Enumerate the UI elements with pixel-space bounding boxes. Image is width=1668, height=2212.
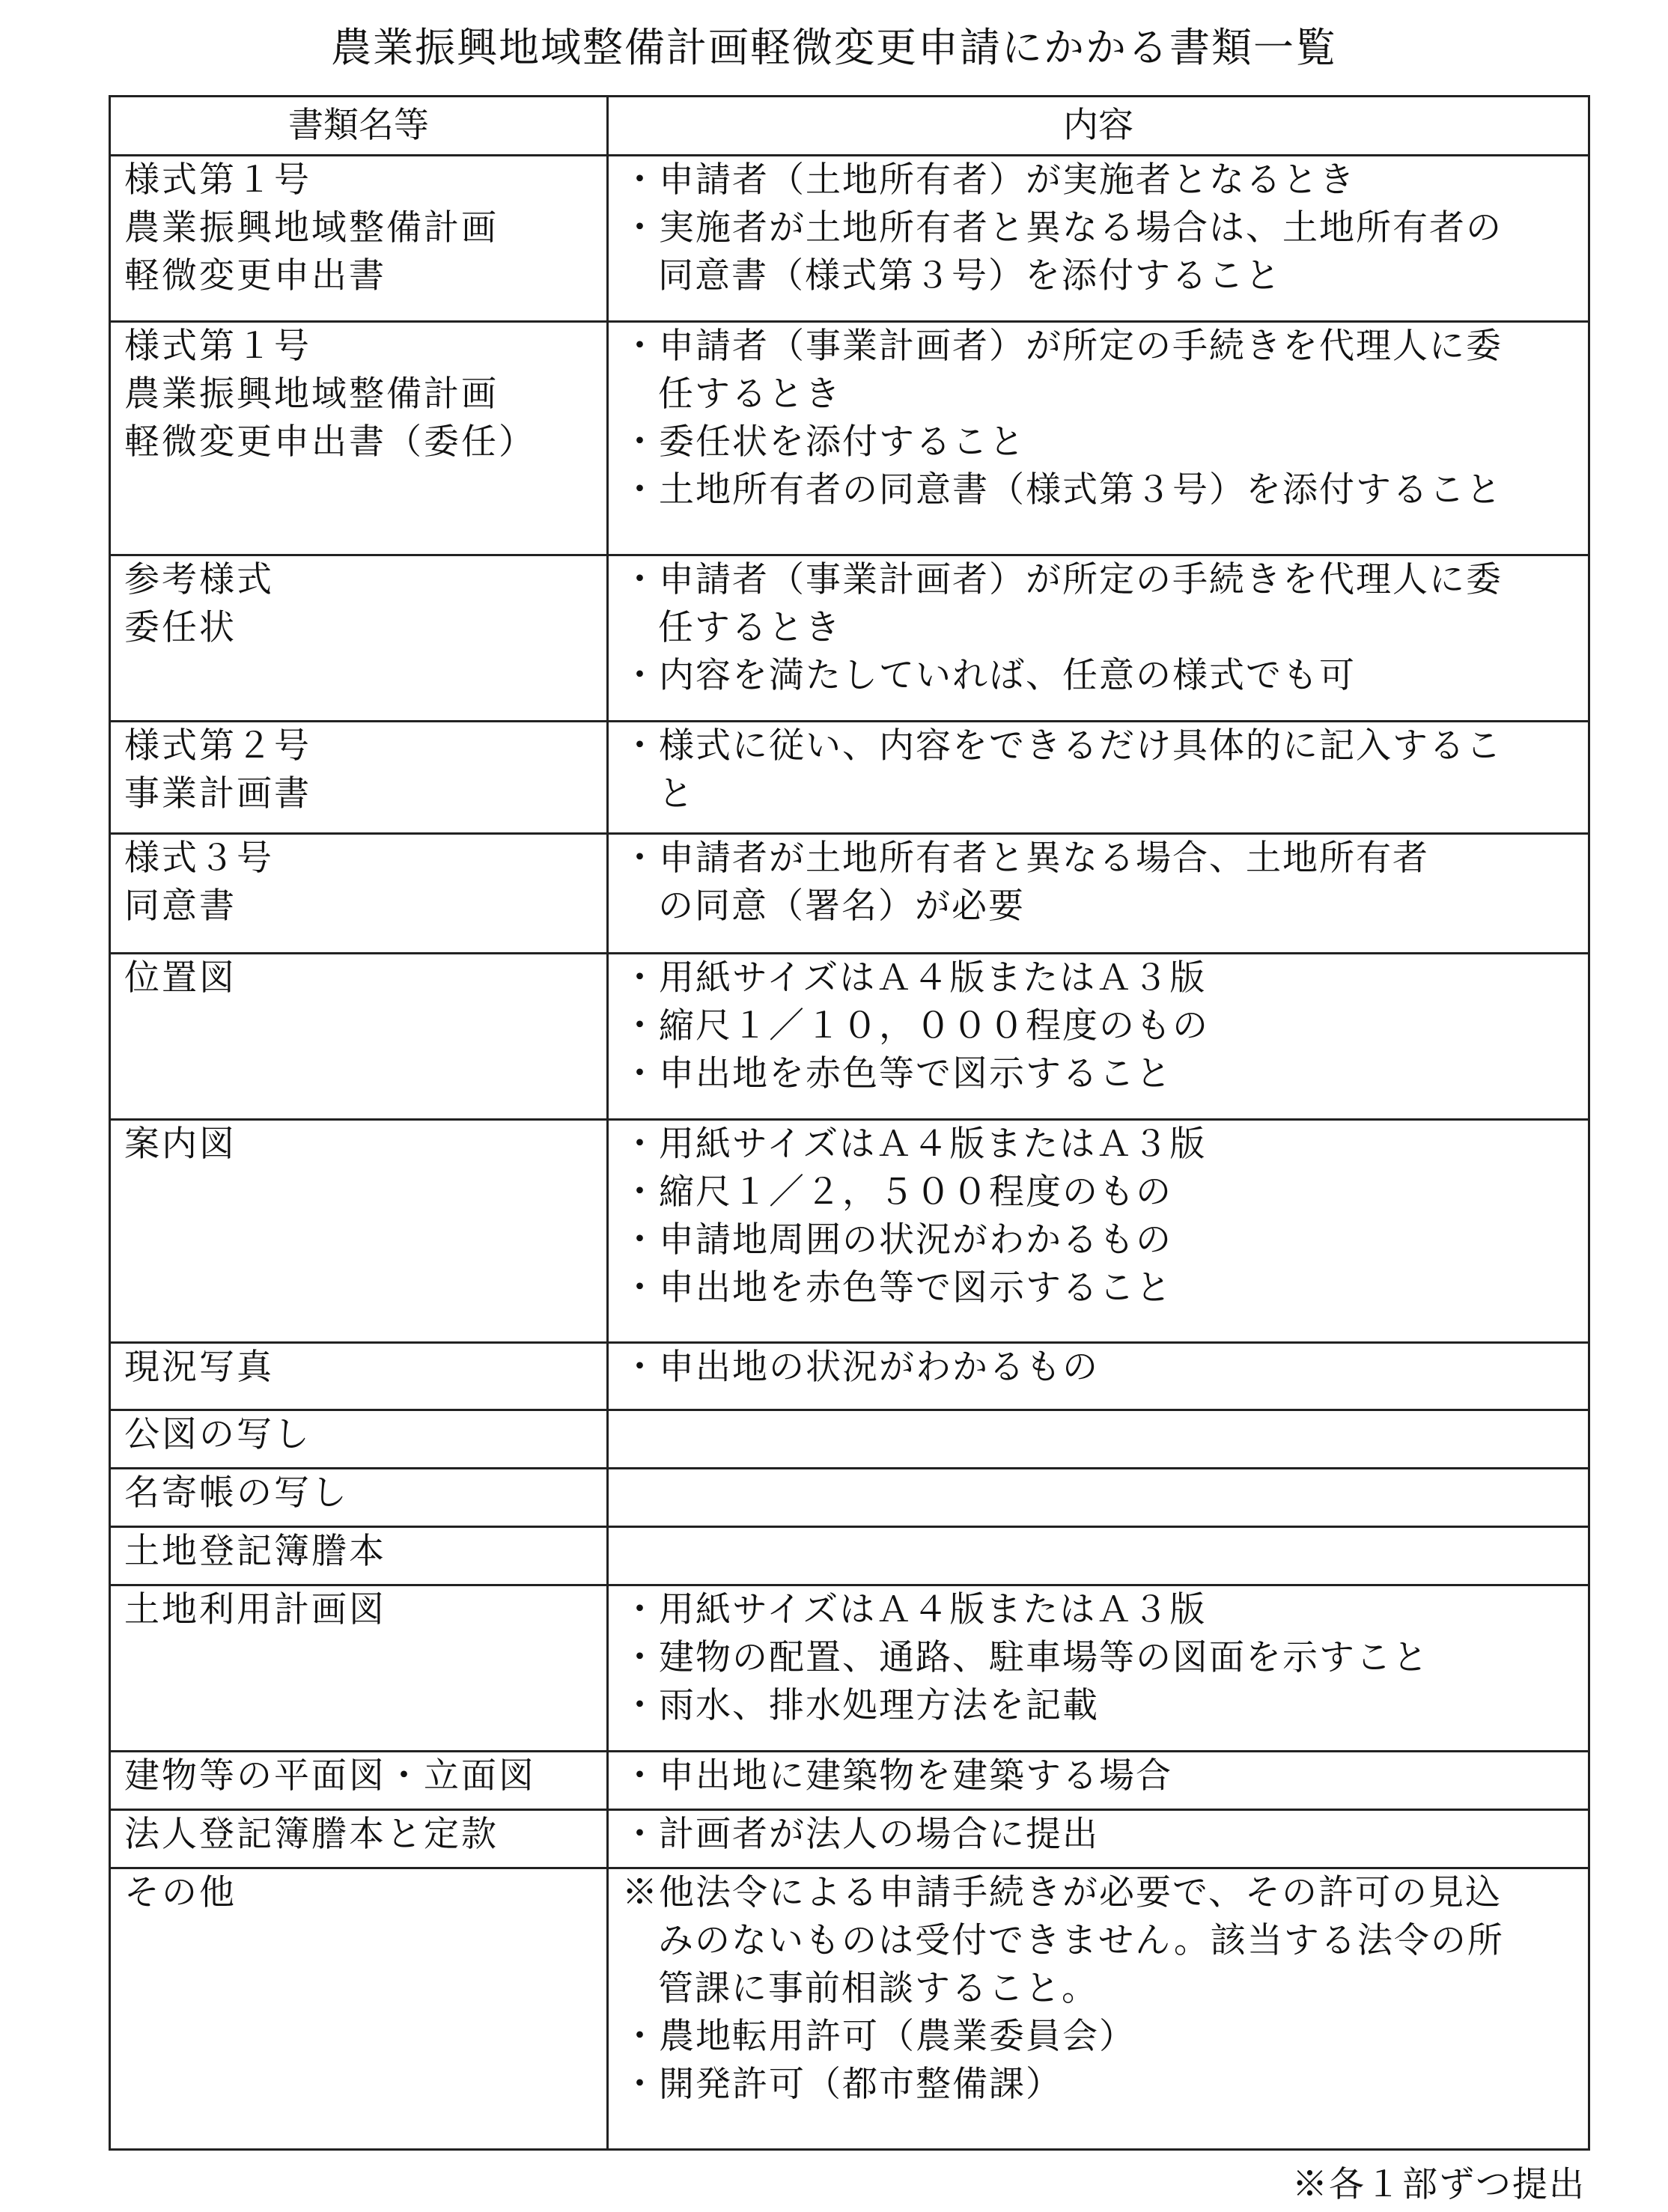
document-name-line: 事業計画書	[124, 773, 311, 814]
table-header-row	[110, 97, 1589, 156]
document-name-cell	[110, 1868, 608, 2150]
content-line: ・申請者（事業計画者）が所定の手続きを代理人に委	[622, 559, 1503, 600]
content-line: ・計画者が法人の場合に提出	[622, 1814, 1099, 1855]
content-line: ・縮尺１／２，５００程度のもの	[622, 1171, 1172, 1213]
content-line: ・縮尺１／１０，０００程度のもの	[622, 1005, 1209, 1046]
content-cell	[608, 1585, 1589, 1752]
header-document-name: 書類名等	[110, 97, 608, 156]
table-row	[110, 1810, 1589, 1868]
table-row	[110, 834, 1589, 954]
table-row	[110, 1469, 1589, 1527]
content-line: 任するとき	[658, 374, 841, 415]
content-line: ・開発許可（都市整備課）	[622, 2064, 1062, 2105]
content-cell	[608, 555, 1589, 722]
document-name-line: 法人登記簿謄本と定款	[124, 1814, 499, 1855]
document-name-cell	[110, 156, 608, 322]
content-line: ・申請者が土地所有者と異なる場合、土地所有者	[622, 838, 1429, 879]
content-line: ・建物の配置、通路、駐車場等の図面を示すこと	[622, 1637, 1429, 1678]
content-line: ・申出地の状況がわかるもの	[622, 1347, 1099, 1388]
content-line: ・実施者が土地所有者と異なる場合は、土地所有者の	[622, 207, 1503, 249]
footnote: ※各１部ずつ提出	[1292, 2164, 1586, 2205]
content-cell	[608, 322, 1589, 555]
document-name-line: 建物等の平面図・立面図	[124, 1755, 536, 1797]
content-line: ・委任状を添付すること	[622, 421, 1026, 463]
content-line: 管課に事前相談すること。	[658, 1968, 1098, 2009]
document-name-line: 公図の写し	[124, 1414, 311, 1455]
document-name-line: 参考様式	[124, 559, 274, 600]
table-row	[110, 722, 1589, 834]
content-line: ・申出地を赤色等で図示すること	[622, 1053, 1172, 1094]
content-line: ・申出地を赤色等で図示すること	[622, 1267, 1172, 1308]
content-line: ・農地転用許可（農業委員会）	[622, 2016, 1136, 2057]
document-name-line: 農業振興地域整備計画	[124, 207, 499, 249]
content-line: ・土地所有者の同意書（様式第３号）を添付すること	[622, 469, 1503, 511]
document-name-cell	[110, 1585, 608, 1752]
table-row	[110, 156, 1589, 322]
table-row	[110, 1752, 1589, 1810]
table-row	[110, 954, 1589, 1120]
content-cell	[608, 1410, 1589, 1469]
content-line: ・用紙サイズはＡ４版またはＡ３版	[622, 1124, 1207, 1165]
table-row	[110, 1343, 1589, 1410]
document-name-cell	[110, 1810, 608, 1868]
content-line: ・用紙サイズはＡ４版またはＡ３版	[622, 1589, 1207, 1630]
content-cell	[608, 1120, 1589, 1343]
document-name-line: 様式第１号	[124, 326, 311, 367]
document-name-cell	[110, 322, 608, 555]
content-line: 任するとき	[658, 607, 841, 648]
document-title: 農業振興地域整備計画軽微変更申請にかかる書類一覧	[331, 24, 1337, 71]
document-name-line: 同意書	[124, 886, 237, 927]
document-name-line: 土地登記簿謄本	[124, 1531, 386, 1572]
content-line: と	[658, 773, 695, 814]
document-name-line: その他	[124, 1872, 237, 1913]
document-name-line: 様式第１号	[124, 159, 311, 201]
table-row	[110, 555, 1589, 722]
content-line: の同意（署名）が必要	[658, 886, 1025, 927]
header-content: 内容	[608, 97, 1589, 156]
content-line: ・申請者（事業計画者）が所定の手続きを代理人に委	[622, 326, 1503, 367]
document-name-cell	[110, 1343, 608, 1410]
document-name-cell	[110, 834, 608, 954]
document-name-line: 名寄帳の写し	[124, 1472, 349, 1514]
content-line: ・雨水、排水処理方法を記載	[622, 1685, 1099, 1726]
document-name-cell	[110, 1752, 608, 1810]
content-cell	[608, 722, 1589, 834]
document-name-line: 様式３号	[124, 838, 274, 879]
table-row	[110, 1585, 1589, 1752]
document-name-line: 様式第２号	[124, 725, 311, 767]
table-row	[110, 1120, 1589, 1343]
document-name-cell	[110, 1527, 608, 1585]
table-row	[110, 1868, 1589, 2150]
document-name-line: 現況写真	[124, 1347, 274, 1388]
content-line: 同意書（様式第３号）を添付すること	[658, 255, 1282, 296]
content-line: ・申出地に建築物を建築する場合	[622, 1755, 1172, 1797]
document-name-line: 軽微変更申出書（委任）	[124, 421, 536, 463]
table-row	[110, 1527, 1589, 1585]
content-cell	[608, 1527, 1589, 1585]
content-cell	[608, 954, 1589, 1120]
document-name-line: 位置図	[124, 957, 237, 999]
content-cell	[608, 1810, 1589, 1868]
document-name-line: 委任状	[124, 607, 237, 648]
content-cell	[608, 156, 1589, 322]
document-name-cell	[110, 1469, 608, 1527]
document-name-line: 案内図	[124, 1124, 237, 1165]
content-line: みのないものは受付できません。該当する法令の所	[658, 1920, 1504, 1961]
document-name-cell	[110, 722, 608, 834]
document-name-cell	[110, 1120, 608, 1343]
content-line: ・申請者（土地所有者）が実施者となるとき	[622, 159, 1356, 201]
document-name-line: 軽微変更申出書	[124, 255, 386, 296]
content-line: ・申請地周囲の状況がわかるもの	[622, 1219, 1172, 1261]
document-list-table	[109, 95, 1590, 2151]
content-line: ・内容を満たしていれば、任意の様式でも可	[622, 655, 1356, 696]
document-name-cell	[110, 954, 608, 1120]
content-cell	[608, 1868, 1589, 2150]
document-name-line: 農業振興地域整備計画	[124, 374, 499, 415]
document-name-cell	[110, 555, 608, 722]
content-line: ・用紙サイズはＡ４版またはＡ３版	[622, 957, 1207, 999]
content-cell	[608, 1469, 1589, 1527]
content-line: ※他法令による申請手続きが必要で、その許可の見込	[622, 1872, 1503, 1913]
content-cell	[608, 1343, 1589, 1410]
content-cell	[608, 834, 1589, 954]
content-cell	[608, 1752, 1589, 1810]
document-name-cell	[110, 1410, 608, 1469]
table-row	[110, 322, 1589, 555]
content-line: ・様式に従い、内容をできるだけ具体的に記入するこ	[622, 725, 1503, 767]
document-name-line: 土地利用計画図	[124, 1589, 386, 1630]
table-row	[110, 1410, 1589, 1469]
